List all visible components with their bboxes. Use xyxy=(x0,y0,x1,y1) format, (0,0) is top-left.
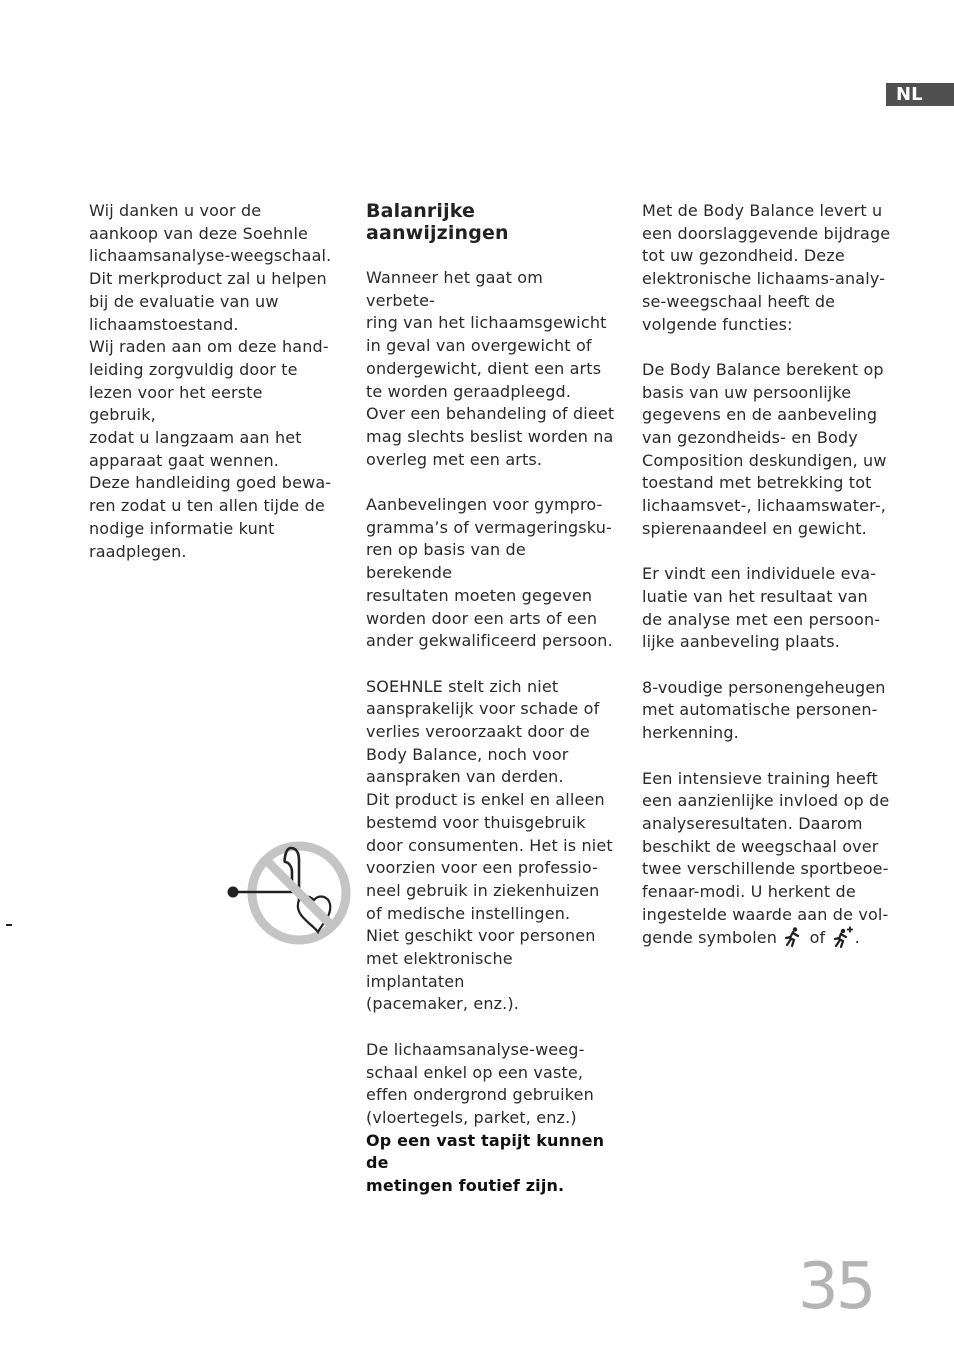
text-line: voorzien voor een professio- xyxy=(366,858,598,878)
safety-paragraph-4 xyxy=(366,1039,616,1130)
text-line: analyseresultaten. Daarom xyxy=(642,813,863,833)
page-number: 35 xyxy=(798,1250,874,1324)
text-line: (vloertegels, parket, enz.) xyxy=(366,1107,577,1127)
text-line: De Body Balance berekent op xyxy=(642,359,884,379)
text-line: verlies veroorzaakt door de xyxy=(366,722,590,742)
text-line: lichaamstoestand. xyxy=(89,314,239,334)
text-line: van gezondheids- en Body xyxy=(642,428,858,448)
text-line: ander gekwalificeerd persoon. xyxy=(366,631,613,651)
text-line: Dit merkproduct zal u helpen xyxy=(89,269,327,289)
text-line: ondergewicht, dient een arts xyxy=(366,358,602,378)
text-line: elektronische lichaams-analy- xyxy=(642,269,886,289)
text-line: fenaar-modi. U herkent de xyxy=(642,882,856,902)
symbols-line-text: gende symbolen xyxy=(642,928,778,948)
text-line: ingestelde waarde aan de vol- xyxy=(642,904,889,924)
text-line: herkenning. xyxy=(642,723,739,743)
text-line: met elektronische implantaten xyxy=(366,949,513,991)
text-line: twee verschillende sportbeoe- xyxy=(642,859,889,879)
text-line: effen ondergrond gebruiken xyxy=(366,1085,594,1105)
text-line: Aanbevelingen voor gympro- xyxy=(366,495,603,515)
text-line: aansprakelijk voor schade of xyxy=(366,699,600,719)
safety-column xyxy=(366,200,616,1198)
text-line: zodat u langzaam aan het xyxy=(89,428,302,448)
features-paragraph-3 xyxy=(642,563,892,654)
text-line: Dit product is enkel en alleen xyxy=(366,790,605,810)
text-line: worden door een arts of een xyxy=(366,608,598,628)
text-line: Wanneer het gaat om verbete- xyxy=(366,268,543,310)
features-column xyxy=(642,200,892,950)
text-line: metingen foutief zijn. xyxy=(366,1176,565,1196)
features-paragraph-1 xyxy=(642,200,892,336)
runner-icon xyxy=(782,926,804,948)
text-line: SOEHNLE stelt zich niet xyxy=(366,676,559,696)
text-line: Wij danken u voor de xyxy=(89,201,262,220)
text-line: in geval van overgewicht of xyxy=(366,336,592,356)
text-line: beschikt de weegschaal over xyxy=(642,836,879,856)
text-line: resultaten moeten gegeven xyxy=(366,585,593,605)
features-paragraph-4 xyxy=(642,677,892,745)
text-line: Er vindt een individuele eva- xyxy=(642,564,877,584)
text-line: overleg met een arts. xyxy=(366,449,543,469)
text-line: Niet geschikt voor personen xyxy=(366,926,596,946)
edge-mark xyxy=(6,924,12,926)
features-paragraph-5 xyxy=(642,768,892,927)
text-line: te worden geraadpleegd. xyxy=(366,381,572,401)
text-line: schaal enkel op een vaste, xyxy=(366,1062,584,1082)
text-line: door consumenten. Het is niet xyxy=(366,835,613,855)
text-line: lichaamsanalyse-weegschaal. xyxy=(89,246,332,266)
text-line: se-weegschaal heeft de xyxy=(642,291,836,311)
text-line: ren op basis van de berekende xyxy=(366,540,526,583)
text-line: Wij raden aan om deze hand- xyxy=(89,337,329,357)
text-line: lezen voor het eerste gebruik, xyxy=(89,382,263,425)
text-line: met automatische personen- xyxy=(642,700,878,720)
text-line: aankoop van deze Soehnle xyxy=(89,223,309,243)
text-line: raadplegen. xyxy=(89,541,187,561)
text-line: Met de Body Balance levert u xyxy=(642,201,883,220)
runner-plus-icon xyxy=(831,926,855,948)
text-line: volgende functies: xyxy=(642,314,793,334)
language-tab: NL xyxy=(886,83,954,106)
text-line: gegevens en de aanbeveling xyxy=(642,405,878,425)
text-line: Body Balance, noch voor xyxy=(366,744,569,764)
text-line: 8-voudige personengeheugen xyxy=(642,677,886,697)
text-line: Op een vast tapijt kunnen de xyxy=(366,1130,605,1173)
safety-paragraph-3 xyxy=(366,676,616,1017)
text-line: basis van uw persoonlijke xyxy=(642,382,852,402)
symbols-line-period: . xyxy=(854,928,860,948)
text-line: neel gebruik in ziekenhuizen xyxy=(366,880,600,900)
text-line: de analyse met een persoon- xyxy=(642,609,881,629)
text-line: een aanzienlijke invloed op de xyxy=(642,791,890,811)
text-line: Composition deskundigen, uw xyxy=(642,450,887,470)
text-line: Over een behandeling of dieet xyxy=(366,404,615,424)
text-line: ren zodat u ten allen tijde de xyxy=(89,496,325,516)
safety-paragraph-2 xyxy=(366,494,616,653)
symbols-line-or: of xyxy=(809,928,826,948)
features-paragraph-2 xyxy=(642,359,892,541)
intro-column xyxy=(89,200,334,563)
text-line: een doorslaggevende bijdrage xyxy=(642,223,891,243)
text-line: aanspraken van derden. xyxy=(366,767,564,787)
text-line: nodige informatie kunt xyxy=(89,518,275,538)
text-line: mag slechts beslist worden na xyxy=(366,426,614,446)
text-line: luatie van het resultaat van xyxy=(642,586,868,606)
text-line: spierenaandeel en gewicht. xyxy=(642,518,867,538)
text-line: (pacemaker, enz.). xyxy=(366,994,520,1014)
text-line: lijke aanbeveling plaats. xyxy=(642,632,840,652)
text-line: ring van het lichaamsgewicht xyxy=(366,313,607,333)
text-line: toestand met betrekking tot xyxy=(642,473,872,493)
text-line: De lichaamsanalyse-weeg- xyxy=(366,1039,585,1059)
safety-paragraph-1 xyxy=(366,267,616,471)
text-line: leiding zorgvuldig door te xyxy=(89,359,298,379)
text-line: Een intensieve training heeft xyxy=(642,768,878,788)
carpet-warning xyxy=(366,1130,616,1198)
text-line: Deze handleiding goed bewa- xyxy=(89,473,332,493)
text-line: bestemd voor thuisgebruik xyxy=(366,812,586,832)
no-pacemaker-icon xyxy=(224,838,354,950)
text-line: lichaamsvet-, lichaamswater-, xyxy=(642,496,887,516)
text-line: of medische instellingen. xyxy=(366,903,571,923)
section-heading: Balanrijke aanwijzingen xyxy=(366,200,509,244)
intro-text xyxy=(89,200,334,563)
text-line: apparaat gaat wennen. xyxy=(89,450,280,470)
text-line: bij de evaluatie van uw xyxy=(89,291,279,311)
symbols-line xyxy=(642,926,892,950)
text-line: tot uw gezondheid. Deze xyxy=(642,246,845,266)
text-line: gramma’s of vermageringsku- xyxy=(366,517,612,537)
